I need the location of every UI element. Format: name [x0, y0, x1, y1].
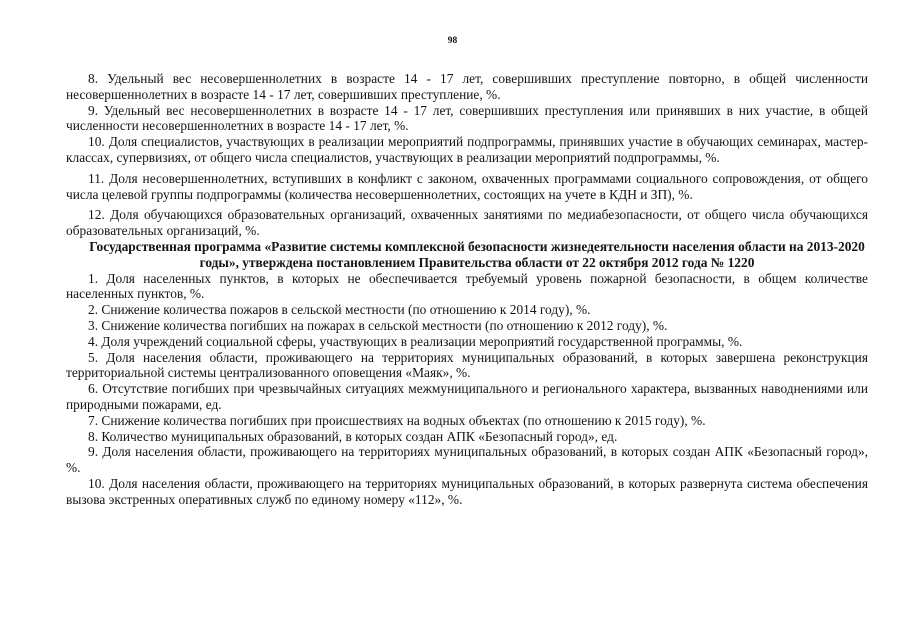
program-indicator-item: 4. Доля учреждений социальной сферы, участвующих в реализации мероприятий государственной программы, %. — [88, 333, 743, 349]
program-indicator-item: 1. Доля населенных пунктов, в которых не обеспечивается требуемый уровень пожарной безопасности, в общем количестве населенных пунктов, %. — [66, 270, 868, 302]
indicator-item: 12. Доля обучающихся образовательных организаций, охваченных занятиями по медиабезопасности, от общего числа обучающихся образовательных организаций, %. — [66, 207, 868, 239]
program-indicator-item: 2. Снижение количества пожаров в сельской местности (по отношению к 2014 году), %. — [88, 302, 591, 318]
program-heading: Государственная программа «Развитие системы комплексной безопасности жизнедеятельности населения области на 2013-2020 годы», утверждена постановлением Правительства области от 22 октября 2012 года № 1220 — [89, 238, 865, 270]
program-indicator-item: 10. Доля населения области, проживающего на территориях муниципальных образований, в которых развернута система обеспечения вызова экстренных оперативных служб по единому номеру «112», %. — [66, 475, 868, 507]
indicator-item: 8. Удельный вес несовершеннолетних в возрасте 14 - 17 лет, совершивших преступление повторно, в общей численности несовершеннолетних в возрасте 14 - 17 лет, совершивших преступление, %. — [66, 71, 868, 102]
program-indicator-item: 9. Доля населения области, проживающего на территориях муниципальных образований, в которых создан АПК «Безопасный город», %. — [66, 444, 868, 476]
document-body — [66, 71, 868, 508]
indicator-item: 10. Доля специалистов, участвующих в реализации мероприятий подпрограммы, принявших участие в обучающих семинарах, мастер-классах, супервизиях, от общего числа специалистов, участвующих в реализации мероприятий подпрограммы, %. — [66, 134, 868, 165]
program-indicator-item: 3. Снижение количества погибших на пожарах в сельской местности (по отношению к 2012 году), %. — [88, 317, 668, 333]
indicator-item: 9. Удельный вес несовершеннолетних в возрасте 14 - 17 лет, совершивших преступления или принявших в них участие, в общей численности несовершеннолетних в возрасте 14 - 17 лет, %. — [66, 102, 868, 134]
program-indicator-item: 7. Снижение количества погибших при происшествиях на водных объектах (по отношению к 2015 году), %. — [88, 412, 706, 428]
page-number: 98 — [447, 36, 458, 46]
program-indicator-item: 8. Количество муниципальных образований, в которых создан АПК «Безопасный город», ед. — [88, 428, 618, 444]
program-indicator-item: 5. Доля населения области, проживающего на территориях муниципальных образований, в которых завершена реконструкция территориальной системы централизованного оповещения «Маяк», %. — [66, 349, 868, 381]
program-indicator-item: 6. Отсутствие погибших при чрезвычайных ситуациях межмуниципального и регионального характера, вызванных наводнениями или природными пожарами, ед. — [66, 381, 868, 412]
indicator-item: 11. Доля несовершеннолетних, вступивших в конфликт с законом, охваченных программами социального сопровождения, от общего числа целевой группы подпрограммы (количества несовершеннолетних, состоящих на учете в КДН и ЗП), %. — [66, 170, 868, 202]
